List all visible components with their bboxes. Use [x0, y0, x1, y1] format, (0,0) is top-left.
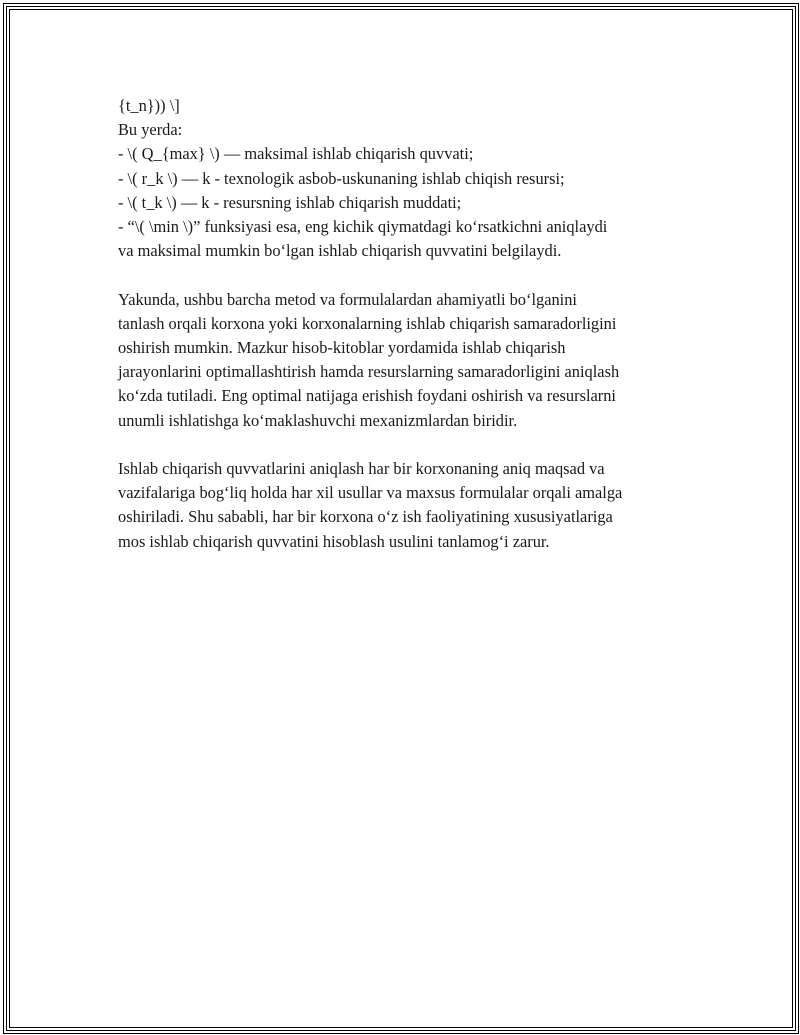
definitions-heading: Bu yerda:: [118, 120, 183, 140]
paragraph-line: Yakunda, ushbu barcha metod va formulalardan ahamiyatli bo‘lganini: [118, 289, 577, 309]
paragraph-line: unumli ishlatishga ko‘maklashuvchi mexanizmlardan biridir.: [118, 410, 518, 430]
paragraph-line: oshiriladi. Shu sababli, har bir korxona o‘z ish faoliyatining xususiyatlariga: [118, 507, 613, 527]
document-body: [118, 94, 698, 578]
paragraph-line: mos ishlab chiqarish quvvatini hisoblash usulini tanlamog‘i zarur.: [118, 531, 550, 551]
paragraph-capacity: [118, 457, 698, 554]
intro-block: [118, 94, 698, 263]
definition-item-tk: - \( t_k \) — k - resursning ishlab chiqarish muddati;: [118, 192, 462, 212]
formula-tail-line: {t_n})) \]: [118, 96, 180, 115]
definition-item-min: - “\( \min \)” funksiyasi esa, eng kichik qiymatdagi ko‘rsatkichni aniqlaydi: [118, 217, 608, 237]
paragraph-line: ko‘zda tutiladi. Eng optimal natijaga erishish foydani oshirish va resurslarni: [118, 386, 616, 406]
paragraph-line: Ishlab chiqarish quvvatlarini aniqlash har bir korxonaning aniq maqsad va: [118, 459, 605, 479]
paragraph-conclusion: [118, 288, 698, 433]
definition-item-min-cont: va maksimal mumkin bo‘lgan ishlab chiqarish quvvatini belgilaydi.: [118, 241, 562, 261]
definition-item-qmax: - \( Q_{max} \) — maksimal ishlab chiqarish quvvati;: [118, 144, 474, 164]
paragraph-line: tanlash orqali korxona yoki korxonalarning ishlab chiqarish samaradorligini: [118, 313, 617, 333]
definition-item-rk: - \( r_k \) — k - texnologik asbob-uskunaning ishlab chiqish resursi;: [118, 168, 565, 188]
paragraph-line: vazifalariga bog‘liq holda har xil usullar va maxsus formulalar orqali amalga: [118, 483, 623, 503]
paragraph-line: oshirish mumkin. Mazkur hisob-kitoblar yordamida ishlab chiqarish: [118, 338, 566, 358]
paragraph-line: jarayonlarini optimallashtirish hamda resurslarning samaradorligini aniqlash: [118, 362, 620, 382]
